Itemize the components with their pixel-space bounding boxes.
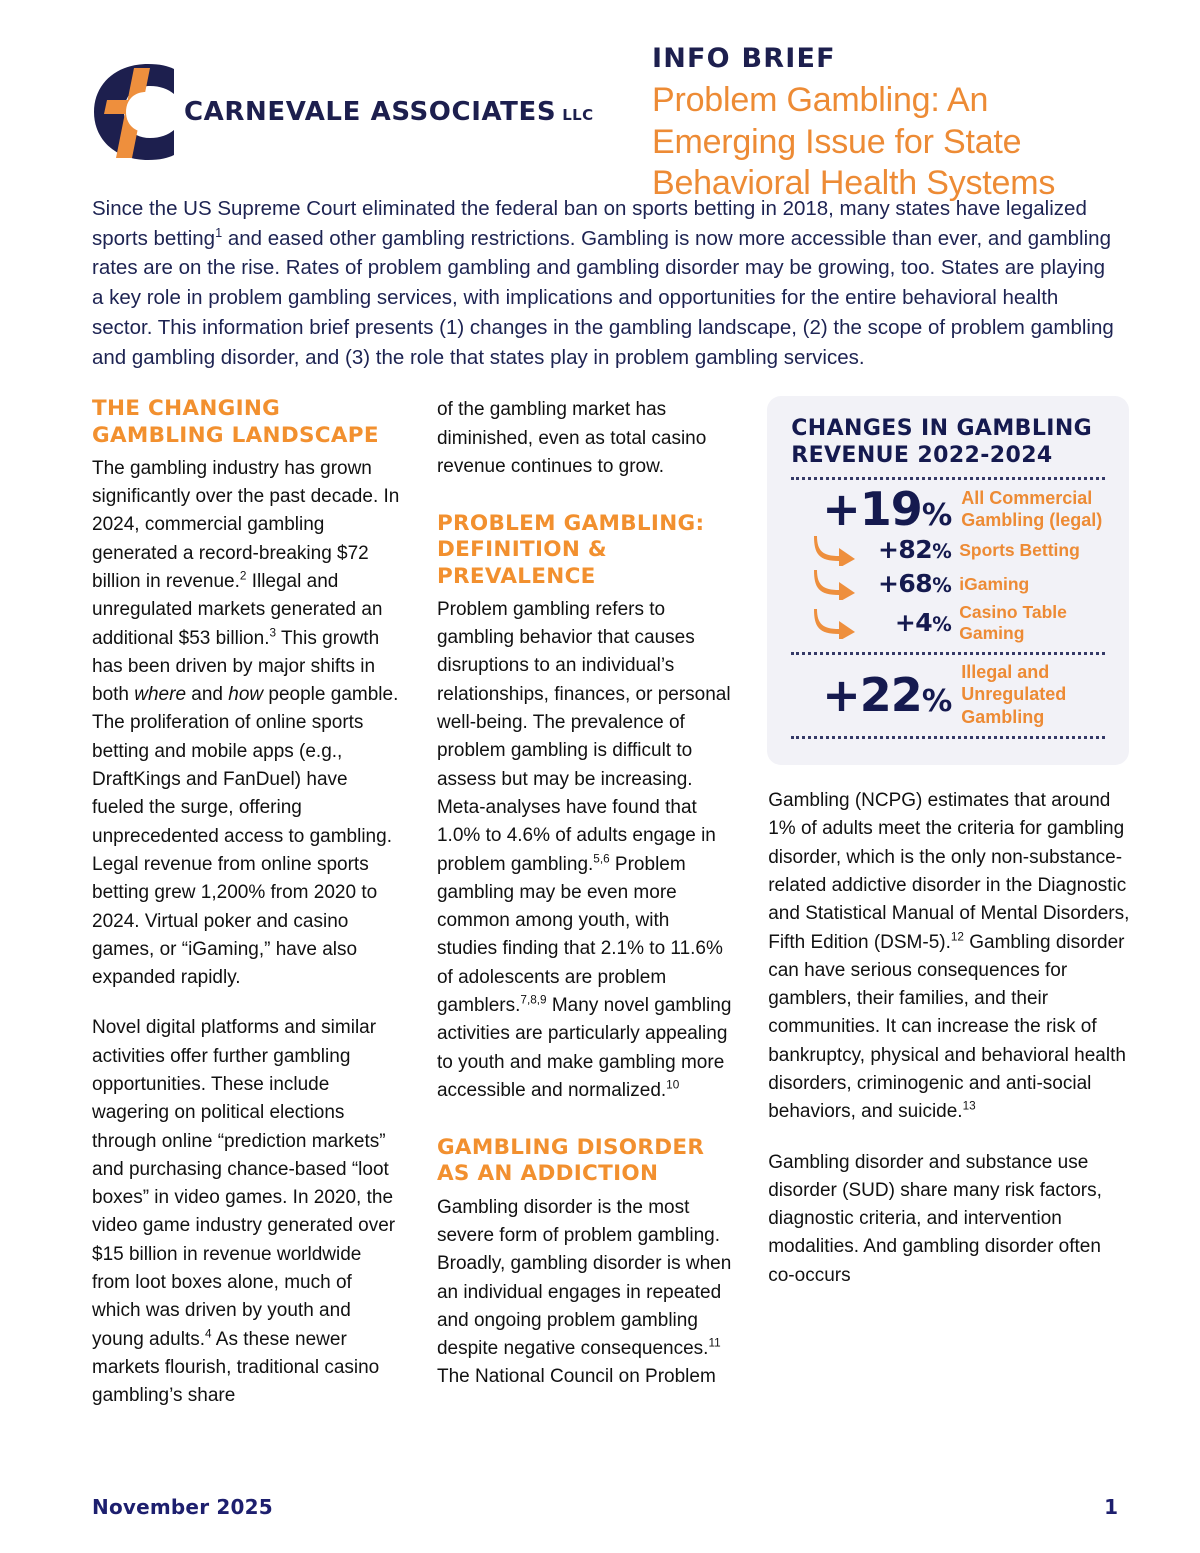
column-two [437, 396, 768, 1410]
intro-paragraph [0, 186, 1200, 372]
stat-unit: % [932, 574, 952, 598]
curved-arrow-icon [813, 568, 857, 600]
intro-text-1: Since the US Supreme Court eliminated the federal ban on sports betting in 2018, many states have legalized sports betting [92, 197, 1087, 250]
col2-paragraph-1 [437, 596, 734, 1105]
stat-value-casino-table-gaming [865, 609, 951, 637]
c2-footnote-11: 11 [708, 1336, 721, 1350]
stat-number: +19 [822, 482, 922, 537]
stat-unit: % [932, 540, 952, 564]
brand-name [184, 97, 594, 127]
stat-row-casino-table-gaming [791, 602, 1105, 644]
section-heading-definition-prevalence: PROBLEM GAMBLING: DEFINITION & PREVALENCE [436, 511, 705, 589]
title-block [652, 44, 1122, 205]
body-columns [0, 372, 1200, 1410]
c1p1b: Illegal and unregulated markets generated an additional $53 billion. [92, 570, 383, 649]
c2-footnote-10: 10 [666, 1078, 680, 1092]
stat-label-casino-table-gaming: Casino Table Gaming [959, 602, 1067, 644]
col2-paragraph-2 [437, 1194, 734, 1392]
c2p1b: Problem gambling may be even more common among youth, with studies finding that 2.1% to 11.6% of adolescents are problem gamblers. [436, 853, 723, 1017]
stat-value-illegal-unregulated [791, 667, 952, 722]
stat-label-all-commercial: All Commercial Gambling (legal) [961, 487, 1103, 531]
col3-paragraph-1 [768, 787, 1130, 1127]
footer-page-number: 1 [1104, 1495, 1118, 1519]
c3p1b: Gambling disorder can have serious consequences for gamblers, their families, and their communities. It can increase the risk of bankruptcy, physical and behavioral health disorders, criminogenic and anti-social behaviors, and suicide. [768, 931, 1126, 1123]
stat-number: +4 [894, 608, 933, 638]
c1p1d: and [186, 684, 229, 706]
stat-row-igaming [791, 568, 1105, 600]
column-three [768, 396, 1130, 1410]
callout-title: CHANGES IN GAMBLING REVENUE 2022-2024 [791, 416, 1093, 468]
stat-row-illegal-unregulated [791, 661, 1105, 728]
column-three-text [768, 787, 1130, 1290]
c3p1a: Gambling (NCPG) estimates that around 1% of adults meet the criteria for gambling disorder, which is the only non-substance-related addictive disorder in the Diagnostic and Statistical Manual of Mental Disorders, Fifth Edition (DSM-5). [768, 790, 1130, 953]
page-header [0, 0, 1200, 203]
brand-lockup [88, 62, 594, 162]
c2-footnote-56: 5,6 [593, 852, 610, 866]
section-heading-gambling-disorder-addiction: GAMBLING DISORDER AS AN ADDICTION [436, 1135, 705, 1187]
stat-row-sports-betting [791, 534, 1105, 566]
c1p2b: As these newer markets flourish, traditional casino gambling’s share [92, 1328, 380, 1407]
intro-footnote-1: 1 [215, 224, 223, 240]
c2-footnote-789: 7,8,9 [520, 993, 547, 1007]
callout-box-gambling-revenue [767, 396, 1129, 765]
stat-value-sports-betting [865, 536, 951, 564]
section-heading-changing-landscape: THE CHANGING GAMBLING LANDSCAPE [92, 396, 379, 448]
page-footer [0, 1495, 1200, 1519]
stat-label-igaming: iGaming [959, 573, 1030, 594]
c1p1e: people gamble. The proliferation of online sports betting and mobile apps (e.g., DraftKings and FanDuel) have fueled the surge, offering unprecedented access to gambling. Legal revenue from online sports betting grew 1,200% from 2020 to 2024. Virtual poker and casino games, or “iGaming,” have also expanded rapidly. [92, 684, 399, 989]
col1-paragraph-2 [92, 1014, 401, 1410]
c1p1c: This growth has been driven by major shifts in both [92, 627, 380, 706]
intro-text-2: and eased other gambling restrictions. Gambling is now more accessible than ever, and gambling rates are on the rise. Rates of problem gambling and gambling disorder may be growing, too. States are playing a key role in problem gambling services, with implications and opportunities for the entire behavioral health sector. This information brief presents (1) changes in the gambling landscape, (2) the scope of problem gambling and gambling disorder, and (3) the role that states play in problem gambling services. [92, 226, 1114, 369]
col2-continuation: of the gambling market has diminished, even as total casino revenue continues to grow. [436, 399, 707, 477]
stat-number: +22 [822, 667, 922, 722]
column-one [92, 396, 437, 1410]
brand-name-text: CARNEVALE ASSOCIATES [184, 97, 557, 127]
divider-middle [791, 652, 1105, 655]
c2p2b: The National Council on Problem [436, 1366, 716, 1388]
c1p1a: The gambling industry has grown significantly over the past decade. In 2024, commercial gambling generated a record-breaking $72 billion in revenue. [92, 457, 400, 592]
stat-value-all-commercial [791, 482, 952, 537]
c1p2a: Novel digital platforms and similar activities offer further gambling opportunities. These include wagering on political elections through online “prediction markets” and purchasing chance-based “loot boxes” in video games. In 2020, the video game industry generated over $15 billion in revenue worldwide from loot boxes alone, much of which was driven by youth and young adults. [92, 1017, 396, 1350]
divider-top [791, 477, 1105, 480]
brand-suffix: LLC [562, 106, 594, 124]
stat-unit: % [921, 498, 952, 534]
divider-bottom [791, 736, 1105, 739]
stat-number: +82 [877, 535, 933, 565]
c1-emph-where: where [134, 684, 187, 706]
col1-paragraph-1 [92, 455, 401, 993]
stat-label-sports-betting: Sports Betting [959, 539, 1080, 560]
c1-emph-how: how [228, 684, 264, 706]
stat-number: +68 [877, 569, 933, 599]
c3-footnote-13: 13 [962, 1099, 976, 1113]
c1-footnote-2: 2 [239, 569, 247, 583]
stat-value-igaming [865, 570, 951, 598]
stat-unit: % [921, 683, 952, 719]
c2p1c: Many novel gambling activities are particularly appealing to youth and make gambling more accessible and normalized. [436, 995, 732, 1101]
stat-unit: % [932, 613, 952, 637]
c2p2a: Gambling disorder is the most severe form of problem gambling. Broadly, gambling disorder is when an individual engages in repeated and ongoing problem gambling despite negative consequences. [436, 1196, 732, 1360]
footer-date: November 2025 [92, 1495, 273, 1519]
kicker-label: INFO BRIEF [652, 43, 836, 74]
c1-footnote-4: 4 [205, 1327, 212, 1341]
stat-row-all-commercial [791, 482, 1105, 537]
curved-arrow-icon [813, 534, 857, 566]
stat-label-illegal-unregulated: Illegal and Unregulated Gambling [961, 662, 1067, 727]
col3-paragraph-2: Gambling disorder and substance use disorder (SUD) share many risk factors, diagnostic criteria, and intervention modalities. And gambling disorder often co-occurs [768, 1151, 1102, 1286]
c3-footnote-12: 12 [950, 930, 964, 944]
curved-arrow-icon [813, 607, 857, 639]
c2p1a: Problem gambling refers to gambling behavior that causes disruptions to an individual’s relationships, finances, or personal well-being. The prevalence of problem gambling is difficult to assess but may be increasing. Meta-analyses have found that 1.0% to 4.6% of adults engage in problem gambling. [436, 598, 731, 875]
c1-footnote-3: 3 [269, 626, 277, 640]
page-title: Problem Gambling: An Emerging Issue for State Behavioral Health Systems [652, 80, 1056, 203]
carnevale-logo-icon [88, 62, 184, 162]
